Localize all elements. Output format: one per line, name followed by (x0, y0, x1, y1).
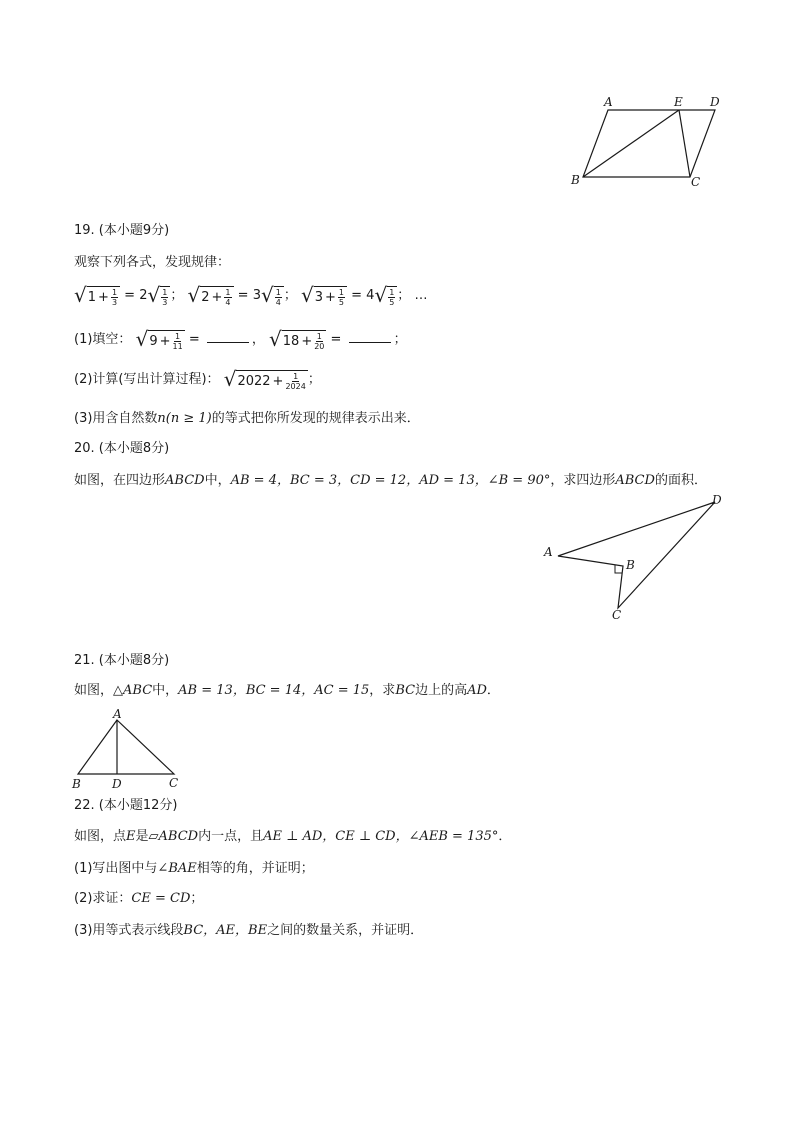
example-1: √ 1 + $\frac{1}{3}$ (74, 284, 120, 307)
label-C: C (169, 776, 179, 790)
segment-EC (679, 110, 690, 177)
label-D: D (112, 777, 122, 791)
example-2: √ 2 + $\frac{1}{4}$ (187, 284, 233, 307)
label-D: D (710, 95, 720, 109)
figure-quadrilateral (538, 488, 728, 623)
label-A: A (113, 707, 122, 721)
label-B: B (571, 173, 580, 187)
q20-text: 如图，在四边形ABCD中，AB = 4，BC = 3，CD = 12，AD = 13，∠B = 90°，求四边形ABCD的面积． (74, 473, 707, 488)
q22-part3: (3)用等式表示线段BC，AE，BE之间的数量关系，并证明． (74, 923, 424, 938)
p1-expr-a: √ 9 + $\frac{1}{11}$ (135, 327, 183, 351)
label-A: A (544, 545, 553, 559)
example-3: √ 3 + $\frac{1}{5}$ (301, 284, 347, 307)
label-C: C (612, 608, 622, 622)
parallelogram-outline (583, 110, 715, 177)
triangle-outline (78, 720, 174, 774)
q22-part1: (1)写出图中与∠BAE相等的角，并证明； (74, 861, 314, 876)
label-C: C (691, 175, 701, 189)
p1-expr-b: √ 18 + $\frac{1}{20}$ (269, 327, 325, 351)
answer-blank-2[interactable] (349, 330, 391, 343)
quadrilateral-outline (558, 502, 715, 608)
label-A: A (604, 95, 613, 109)
q20-header: 20. (本小题8分) (74, 441, 170, 456)
q22-header: 22. (本小题12分) (74, 798, 178, 813)
label-B: B (626, 558, 635, 572)
figure-triangle (66, 704, 186, 794)
q19-part2: (2)计算(写出计算过程)： √ 2022 + $\frac{1}{2024}$ ； (74, 367, 321, 391)
q19-header: 19. (本小题9分) (74, 223, 170, 238)
q19-part1: (1)填空： √ 9 + $\frac{1}{11}$ = ， √ 18 + $\frac{1}{20}$ = ； (74, 327, 407, 351)
q19-part3: (3)用含自然数n(n ≥ 1)的等式把你所发现的规律表示出来． (74, 411, 420, 426)
segment-BE (583, 110, 679, 177)
p2-expr: √ 2022 + $\frac{1}{2024}$ (223, 367, 306, 391)
q21-text: 如图，△ABC中，AB = 13，BC = 14，AC = 15，求BC边上的高AD． (74, 683, 500, 698)
label-D: D (712, 493, 722, 507)
answer-blank-1[interactable] (207, 330, 249, 343)
q19-intro: 观察下列各式，发现规律： (74, 255, 231, 270)
q19-examples: √ 1 + $\frac{1}{3}$ = 2 √ $\frac{1}{3}$ ； √ 2 + $\frac{1}{4}$ = 3 √ $\frac{1}{4}$ ； √ 3 + $\frac{1}{5}$ = 4 √ $\frac{1}{5}$ ； … (74, 283, 428, 307)
label-B: B (72, 777, 81, 791)
q22-text: 如图，点E是▱ABCD内一点，且AE ⊥ AD，CE ⊥ CD，∠AEB = 135°． (74, 829, 512, 844)
q21-header: 21. (本小题8分) (74, 653, 170, 668)
figure-parallelogram (560, 88, 740, 192)
label-E: E (674, 95, 683, 109)
q22-part2: (2)求证：CE = CD； (74, 891, 204, 906)
